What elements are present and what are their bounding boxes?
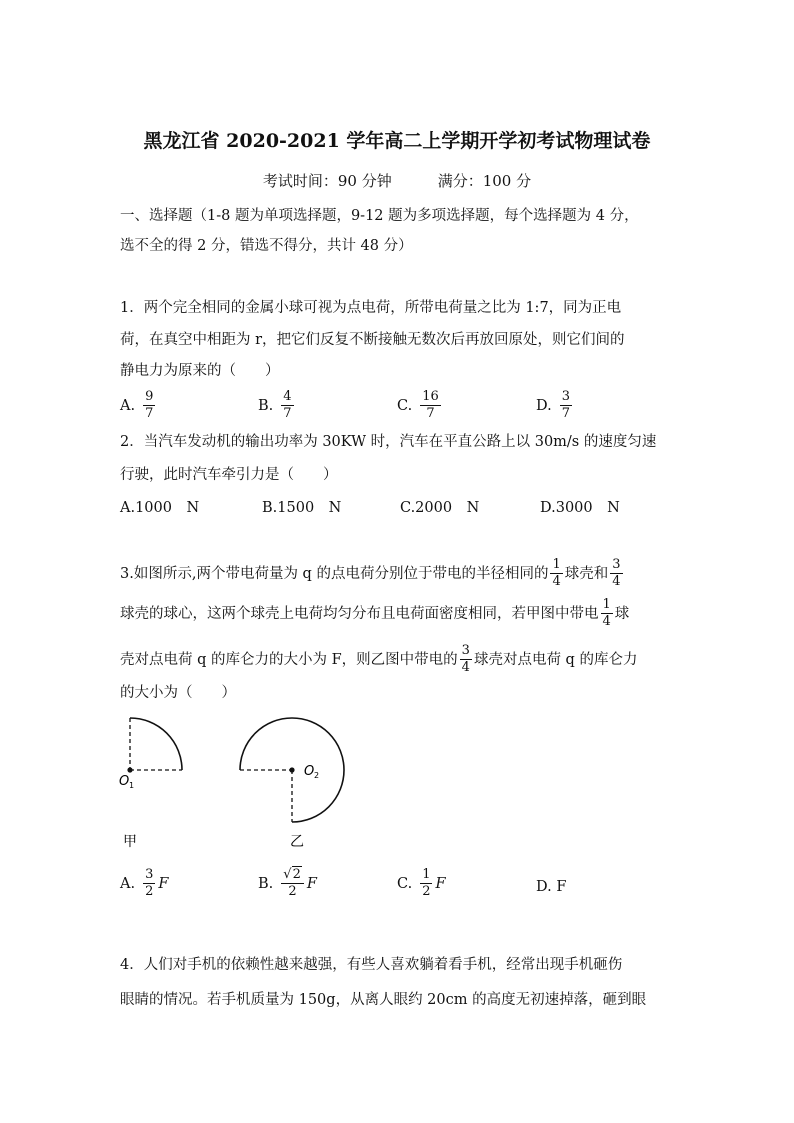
q1-option-d: D. $\frac{3}{7}$ — [536, 389, 570, 421]
q2-option-a: A.1000 N — [120, 500, 200, 516]
section-heading-line1: 一、选择题（1-8 题为单项选择题，9-12 题为多项选择题，每个选择题为 4 分， — [120, 208, 639, 224]
q3-figures — [110, 708, 370, 858]
fraction-one-quarter: $\frac{1}{4}$ — [602, 597, 611, 629]
q2-option-c: C.2000 N — [400, 500, 480, 516]
center-label-o1: O — [119, 774, 130, 789]
point-charge-o2 — [289, 767, 294, 772]
point-charge-o1 — [127, 767, 132, 772]
q2-line2: 行驶，此时汽车牵引力是（ ） — [120, 467, 338, 483]
fraction: $\frac{3}{2}$ — [145, 867, 154, 899]
q1-option-a: A. $\frac{9}{7}$ — [120, 389, 154, 421]
q1-line1: 1．两个完全相同的金属小球可视为点电荷，所带电荷量之比为 1:7，同为正电 — [120, 300, 622, 316]
q2-option-d: D.3000 N — [540, 500, 620, 516]
exam-score: 满分：100 分 — [437, 172, 532, 190]
section-heading-line2: 选不全的得 2 分，错选不得分，共计 48 分） — [120, 238, 413, 254]
q3-option-a: A. $\frac{3}{2}$ F — [120, 867, 169, 899]
center-label-o2: O — [304, 764, 315, 779]
fraction: $\frac{16}{7}$ — [422, 389, 439, 421]
page-title: 黑龙江省 2020-2021 学年高二上学期开学初考试物理试卷 — [143, 130, 651, 152]
q4-line2: 眼睛的情况。若手机质量为 150g，从离人眼约 20cm 的高度无初速掉落，砸到眼 — [120, 992, 647, 1008]
figure-yi — [240, 718, 344, 850]
q3-option-d: D. F — [536, 879, 567, 895]
q1-option-c: C. $\frac{16}{7}$ — [397, 389, 439, 421]
exam-info — [0, 170, 794, 191]
fraction: $\frac{1}{2}$ — [422, 867, 431, 899]
fraction-three-quarters: $\frac{3}{4}$ — [612, 557, 621, 589]
caption-jia: 甲 — [123, 834, 137, 850]
fraction-one-quarter: $\frac{1}{4}$ — [552, 557, 561, 589]
q3-line4: 的大小为（ ） — [120, 685, 236, 701]
q3-option-b: B. $\frac{√2}{2}$ F — [258, 867, 317, 899]
q3-line3: 壳对点电荷 q 的库仑力的大小为 F，则乙图中带电的 $\frac{3}{4}$ 球壳对点电荷 q 的库仑力 — [120, 643, 638, 675]
quarter-shell-arc — [130, 718, 182, 770]
center-label-o1-sub: 1 — [129, 781, 135, 790]
sqrt-symbol: √2 — [283, 867, 301, 882]
q3-option-c: C. $\frac{1}{2}$ F — [397, 867, 446, 899]
q2-option-b: B.1500 N — [262, 500, 342, 516]
caption-yi: 乙 — [290, 834, 304, 850]
q1-option-b: B. $\frac{4}{7}$ — [258, 389, 292, 421]
fraction: $\frac{9}{7}$ — [145, 389, 154, 421]
q2-line1: 2．当汽车发动机的输出功率为 30KW 时，汽车在平直公路上以 30m/s 的速度匀速 — [120, 434, 657, 450]
exam-time: 考试时间：90 分钟 — [262, 172, 392, 190]
fraction: $\frac{3}{7}$ — [561, 389, 570, 421]
q1-line3: 静电力为原来的（ ） — [120, 363, 280, 379]
q1-line2: 荷，在真空中相距为 r，把它们反复不断接触无数次后再放回原处，则它们间的 — [120, 332, 625, 348]
q3-line1: 3.如图所示,两个带电荷量为 q 的点电荷分别位于带电的半径相同的 $\frac{1}{4}$ 球壳和 $\frac{3}{4}$ — [120, 557, 621, 589]
fraction-three-quarters: $\frac{3}{4}$ — [461, 643, 470, 675]
fraction: $\frac{4}{7}$ — [283, 389, 292, 421]
figure-jia — [119, 718, 182, 850]
fraction-sqrt: $\frac{√2}{2}$ — [281, 868, 304, 899]
q3-line2: 球壳的球心，这两个球壳上电荷均匀分布且电荷面密度相同，若甲图中带电 $\frac{1}{4}$ 球 — [120, 597, 630, 629]
center-label-o2-sub: 2 — [314, 771, 320, 780]
q4-line1: 4．人们对手机的依赖性越来越强，有些人喜欢躺着看手机，经常出现手机砸伤 — [120, 957, 623, 973]
